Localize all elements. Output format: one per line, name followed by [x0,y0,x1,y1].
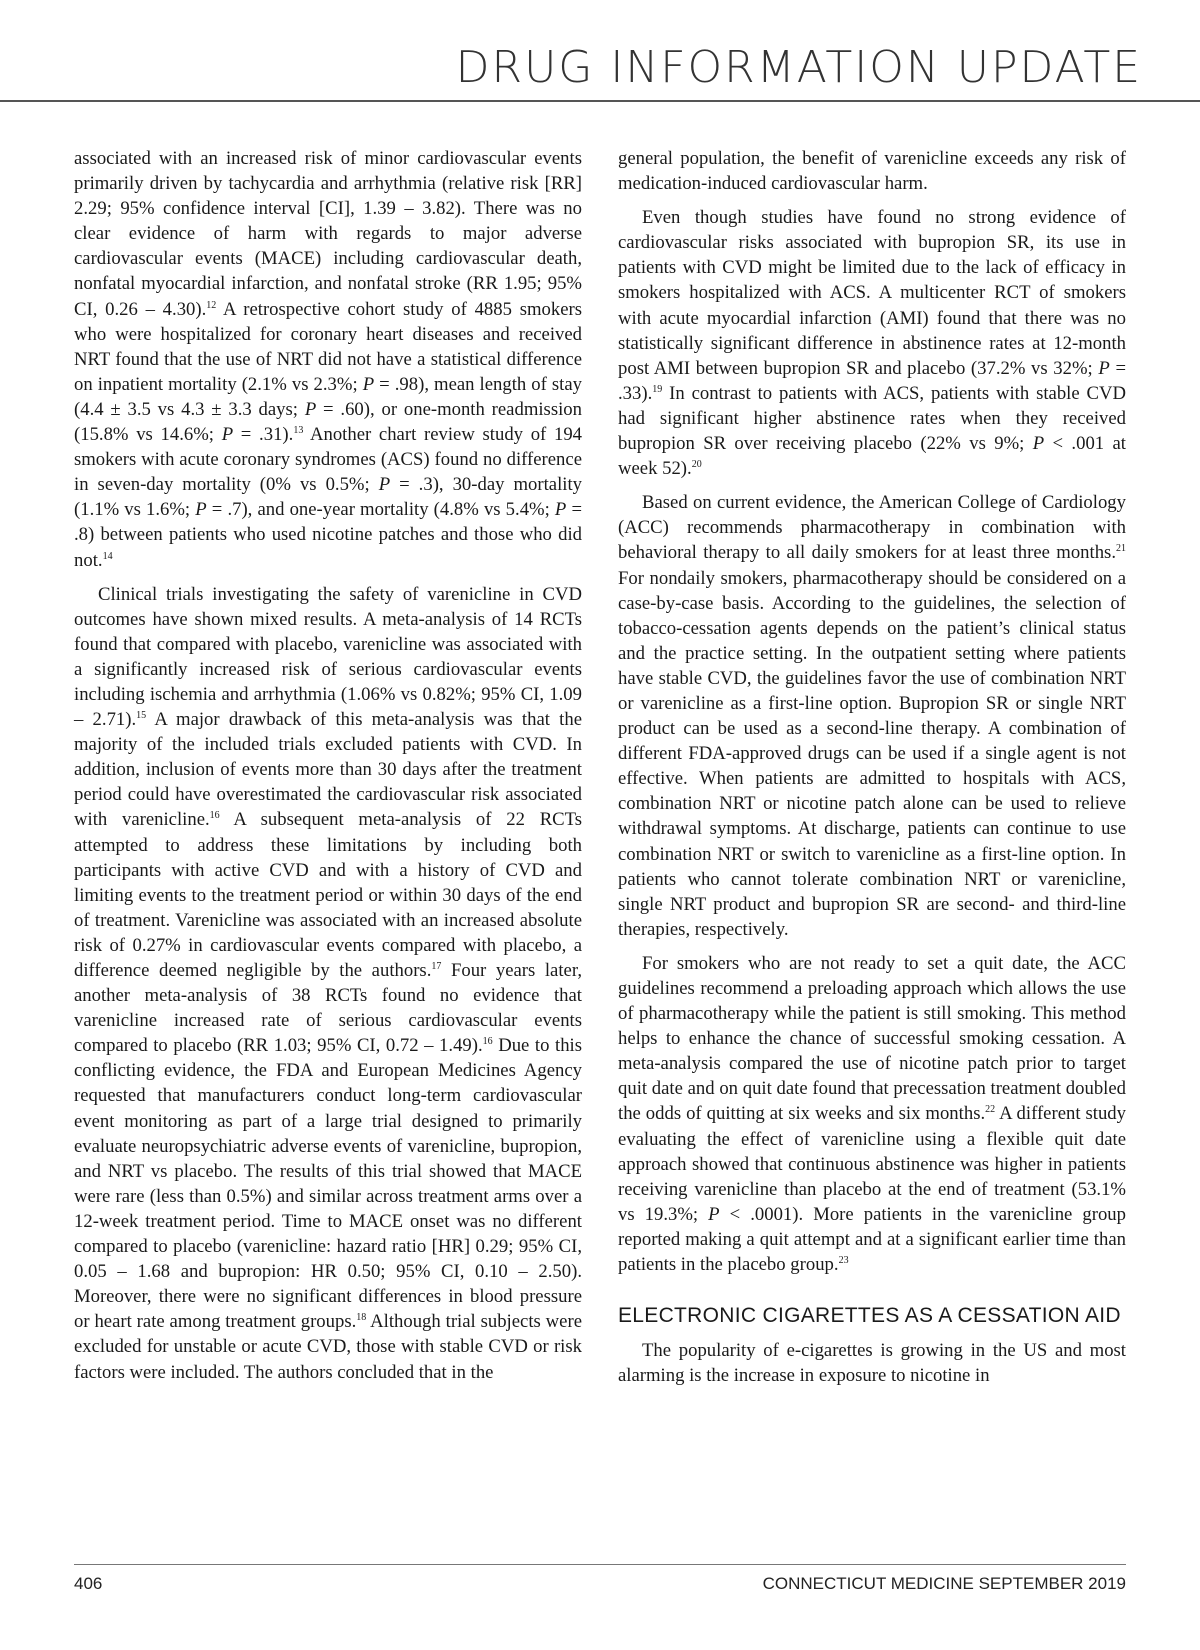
footer-divider [74,1564,1126,1565]
body-paragraph [618,490,1126,942]
text-run: A retrospective cohort study of 4885 smokers who were hospitalized for coronary heart diseases and received NRT found that the use of NRT did not have a statistical difference on inpatient mortality (2.1% vs 2.3%; [74,298,582,395]
body-paragraph [618,951,1126,1277]
text-run: Although trial subjects were excluded for unstable or acute CVD, those with stable CVD or risk factors were included. The authors concluded that in the [74,1311,582,1383]
citation-superscript: 20 [691,459,702,471]
italic-run: P [378,474,391,496]
text-run: Clinical trials investigating the safety of varenicline in CVD outcomes have shown mixed results. A meta-analysis of 14 RCTs found that compared with placebo, varenicline was associated with a significantly increased risk of serious cardiovascular events including ischemia and arrhythmia (1.06% vs 0.82%; 95% CI, 1.09 – 2.71). [74,583,582,731]
text-run: For smokers who are not ready to set a quit date, the ACC guidelines recommend a preloading approach which allows the use of pharmacotherapy while the patient is still smoking. This method helps to enhance the chance of successful smoking cessation. A meta-analysis compared the use of nicotine patch prior to target quit date and on quit date found that precessation treatment doubled the odds of quitting at six weeks and six months. [618,952,1126,1125]
citation-superscript: 18 [356,1312,367,1324]
body-paragraph [618,146,1126,196]
text-run: = .7), and one-year mortality (4.8% vs 5.4%; [206,499,555,521]
text-run: = .3), 30-day mortality (1.1% vs 1.6%; [74,474,582,521]
text-run: Due to this conflicting evidence, the FDA and European Medicines Agency requested that manufacturers conduct long-term cardiovascular event monitoring as part of a large trial designed to primarily evaluate neuropsychiatric adverse events of varenicline, bupropion, and NRT vs placebo. The results of this trial showed that MACE were rare (less than 0.5%) and similar across treatment arms over a 12-week treatment period. Time to MACE onset was no different compared to placebo (varenicline: hazard ratio [HR] 0.29; 95% CI, 0.05 – 1.68 and bupropion: HR 0.50; 95% CI, 0.10 – 2.50). Moreover, there were no significant differences in blood pressure or heart rate among treatment groups. [74,1035,583,1333]
citation-superscript: 22 [985,1104,996,1116]
right-column-after-heading [618,1338,1126,1388]
citation-superscript: 14 [102,550,113,562]
citation-superscript: 16 [482,1036,493,1048]
text-run: Even though studies have found no strong evidence of cardiovascular risks associated with bupropion SR, its use in patients with CVD might be limited due to the lack of efficacy in smokers hospitalized with ACS. A multicenter RCT of smokers with acute myocardial infarction (AMI) found that there was no statistically significant difference in abstinence rates at 12-month post AMI between bupropion SR and placebo (37.2% vs 32%; [618,207,1126,379]
text-run: = .31). [233,424,294,446]
body-paragraph [74,582,582,1385]
right-column [618,146,1126,1397]
text-run: = .33). [618,357,1126,404]
section-heading: ELECTRONIC CIGARETTES AS A CESSATION AID [618,1304,1121,1328]
journal-footer: CONNECTICUT MEDICINE SEPTEMBER 2019 [762,1574,1126,1593]
text-run: For nondaily smokers, pharmacotherapy should be considered on a case-by-case basis. According to the guidelines, the selection of tobacco-cessation agents depends on the patient’s clinical status and the practice setting. In the outpatient setting where patients have stable CVD, the guidelines favor the use of combination NRT or varenicline as a first-line option. Bupropion SR or single NRT product can be used as a second-line therapy. A combination of different FDA-approved drugs can be used if a single agent is not effective. When patients are admitted to hospitals with ACS, combination NRT or nicotine patch alone can be used to relieve withdrawal symptoms. At discharge, patients can continue to use combination NRT or switch to varenicline as a first-line option. In patients who cannot tolerate combination NRT or varenicline, single NRT product and bupropion SR are second- and third-line therapies, respectively. [618,567,1126,940]
text-run: A subsequent meta-analysis of 22 RCTs attempted to address these limitations by including both participants with active CVD and with a history of CVD and limiting events to the treatment period or within 30 days of the end of treatment. Varenicline was associated with an increased absolute risk of 0.27% in cardiovascular events compared with placebo, a difference deemed negligible by the authors. [74,809,582,981]
citation-superscript: 21 [1116,543,1126,555]
italic-run: P [304,398,317,420]
italic-run: P [554,499,567,521]
page-number: 406 [74,1574,103,1593]
body-paragraph [618,205,1126,481]
text-run: Four years later, another meta-analysis of 38 RCTs found no evidence that varenicline increased rate of serious cardiovascular events compared to placebo (RR 1.03; 95% CI, 0.72 – 1.49). [74,960,582,1057]
text-run: Another chart review study of 194 smokers with acute coronary syndromes (ACS) found no difference in seven-day mortality (0% vs 0.5%; [74,424,583,496]
italic-run: P [1032,433,1045,455]
citation-superscript: 19 [652,383,663,395]
citation-superscript: 12 [206,299,217,311]
body-paragraph [618,1338,1126,1388]
text-run: Based on current evidence, the American College of Cardiology (ACC) recommends pharmacotherapy in combination with behavioral therapy to all daily smokers for at least three months. [618,492,1126,564]
text-run: < .0001). More patients in the varenicline group reported making a quit attempt and at a significant earlier time than patients in the placebo group. [618,1203,1126,1276]
italic-run: P [362,373,375,395]
text-run: = .98), mean length of stay (4.4 ± 3.5 vs 4.3 ± 3.3 days; [74,373,582,420]
text-run: A different study evaluating the effect of varenicline using a flexible quit date approach showed that continuous abstinence was higher in patients receiving varenicline than placebo at the end of treatment (53.1% vs 19.3%; [618,1103,1126,1225]
italic-run: P [1098,357,1110,379]
text-run: A major drawback of this meta-analysis was that the majority of the included trials excluded patients with CVD. In addition, inclusion of events more than 30 days after the treatment period could have overestimated the cardiovascular risk associated with varenicline. [74,709,582,831]
italic-run: P [195,499,207,521]
header-divider [0,100,1200,102]
text-run: associated with an increased risk of minor cardiovascular events primarily driven by tachycardia and arrhythmia (relative risk [RR] 2.29; 95% confidence interval [CI], 1.39 – 3.82). There was no clear evidence of harm with regards to major adverse cardiovascular events (MACE) including cardiovascular death, nonfatal myocardial infarction, and nonfatal stroke (RR 1.95; 95% CI, 0.26 – 4.30). [74,148,582,320]
citation-superscript: 16 [209,810,220,822]
body-paragraph [74,146,582,573]
text-run: The popularity of e-cigarettes is growing in the US and most alarming is the increase in exposure to nicotine in [618,1340,1126,1387]
italic-run: P [708,1203,720,1225]
citation-superscript: 23 [838,1255,849,1267]
italic-run: P [221,424,234,446]
right-column-before-heading [618,146,1126,1277]
citation-superscript: 13 [293,425,304,437]
text-run: = .60), or one-month readmission (15.8% vs 14.6%; [74,398,582,446]
text-run: < .001 at week 52). [618,433,1126,480]
section-title: DRUG INFORMATION UPDATE [455,42,1142,93]
page-header [0,0,1200,102]
text-run: = .8) between patients who used nicotine patches and those who did not. [74,499,583,571]
citation-superscript: 17 [431,961,442,972]
citation-superscript: 15 [136,710,147,722]
text-run: In contrast to patients with ACS, patients with stable CVD had significant higher abstinence rates when they received bupropion SR over receiving placebo (22% vs 9%; [618,382,1126,455]
left-column [74,146,582,1394]
text-run: general population, the benefit of varenicline exceeds any risk of medication-induced cardiovascular harm. [618,148,1126,195]
